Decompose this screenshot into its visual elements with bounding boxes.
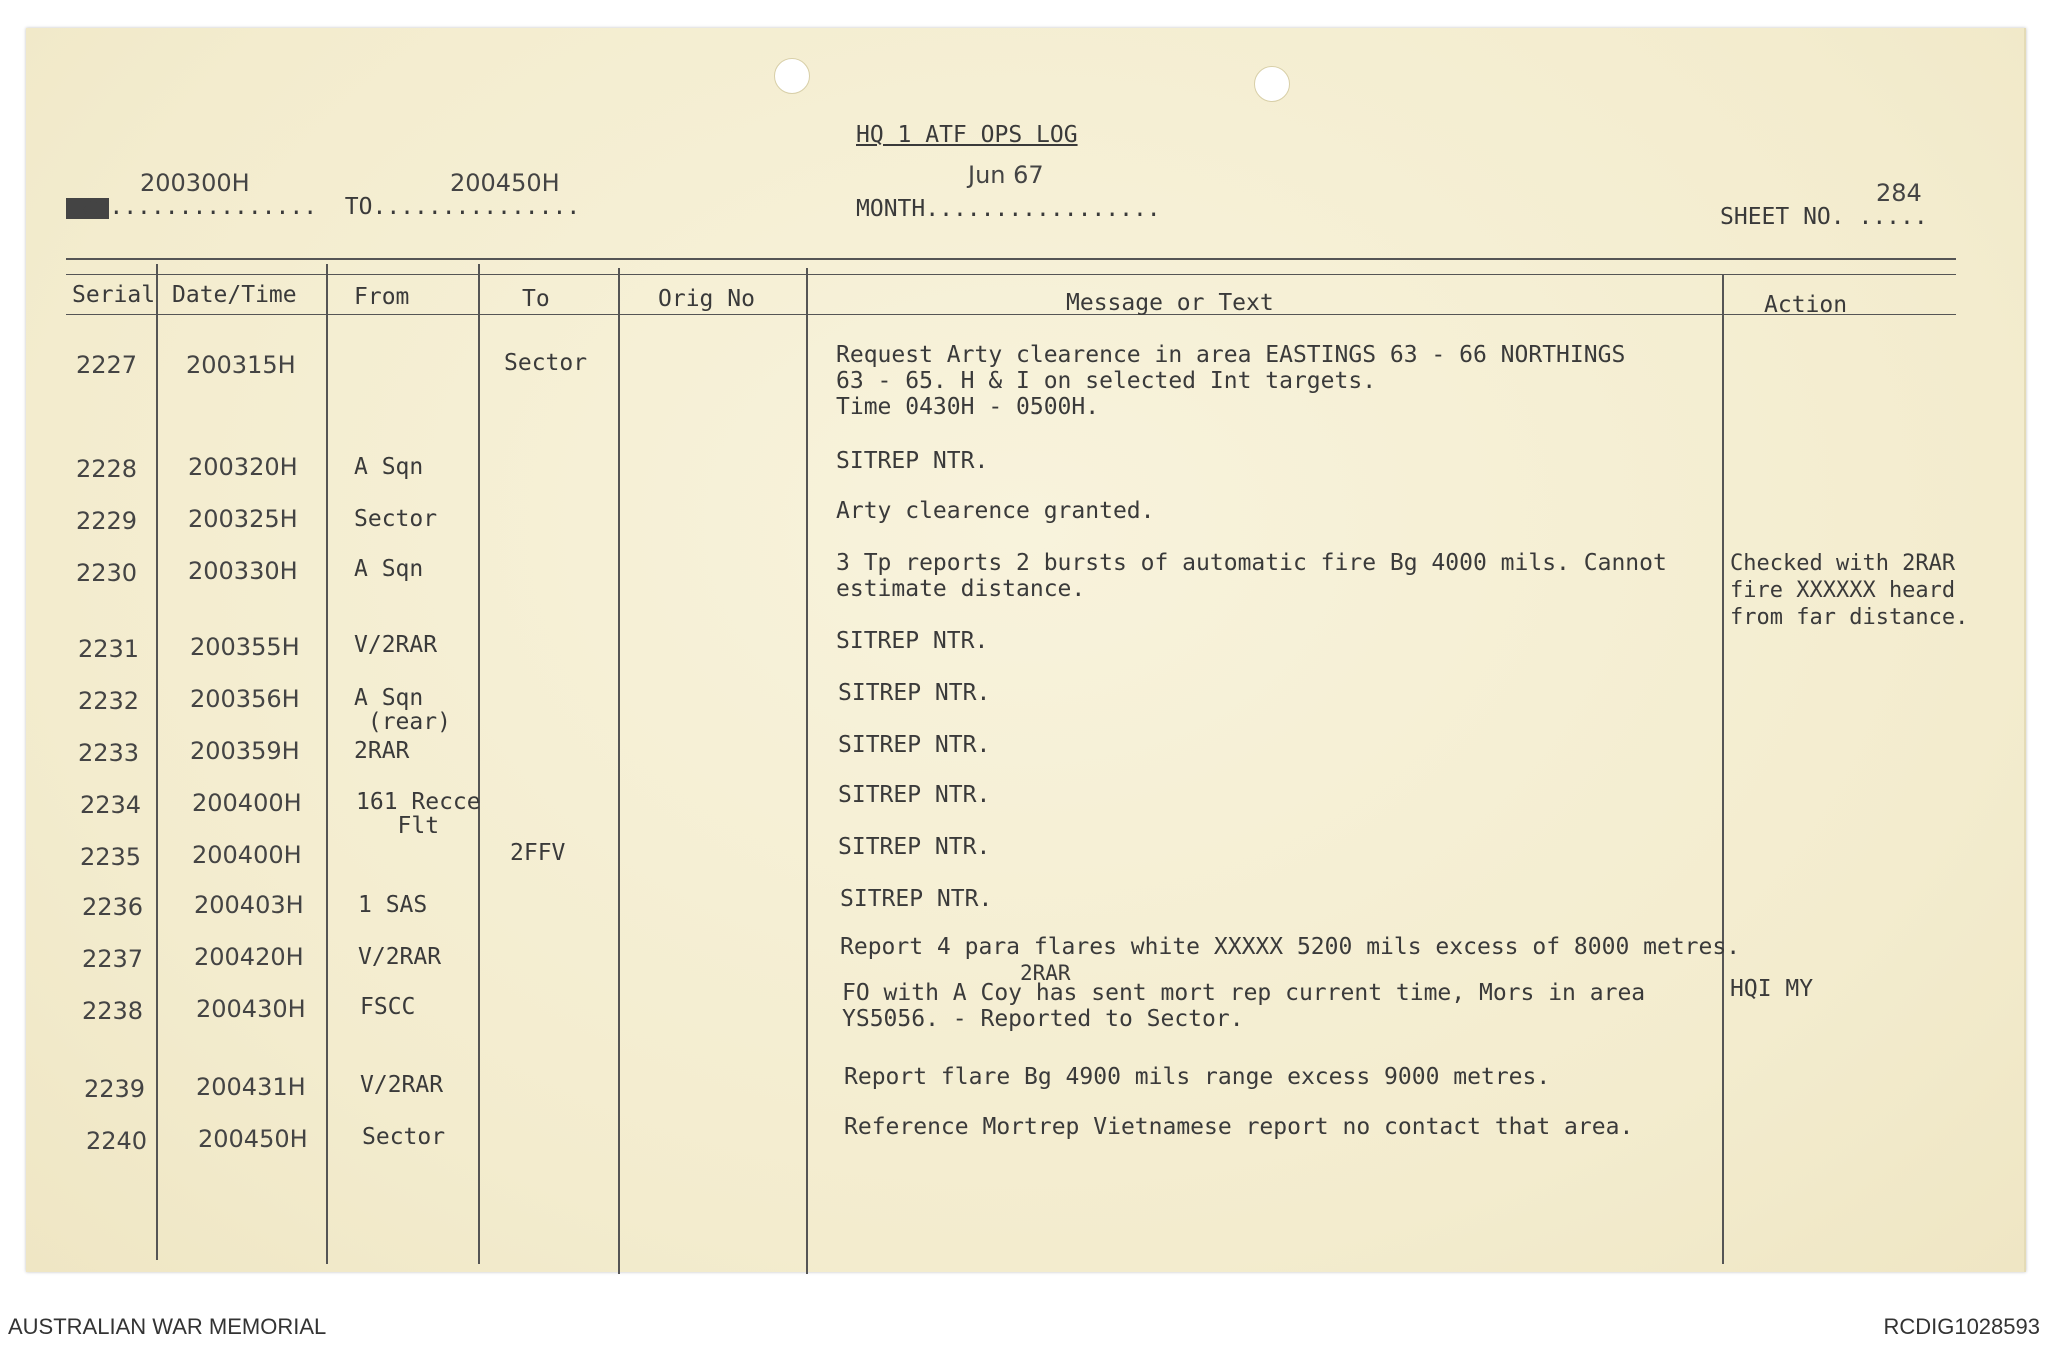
row-message: 3 Tp reports 2 bursts of automatic fire Bg 4000 mils. Cannot estimate distance. xyxy=(836,550,1667,602)
row-serial: 2239 xyxy=(84,1075,146,1103)
col-divider-6 xyxy=(1722,274,1724,1264)
row-message: SITREP NTR. xyxy=(836,628,989,654)
row-from: V/2RAR xyxy=(360,1072,444,1098)
row-serial: 2235 xyxy=(80,843,142,871)
row-message: Request Arty clearence in area EASTINGS 63 - 66 NORTHINGS 63 - 65. H & I on selected Int targets. Time 0430H - 0500H. xyxy=(836,342,1626,420)
from-label: FROM............... TO............... xyxy=(66,194,581,220)
col-header-to: To xyxy=(522,286,550,312)
row-from: FSCC xyxy=(360,994,416,1020)
row-datetime: 200325H xyxy=(188,505,298,533)
row-message: SITREP NTR. xyxy=(838,680,991,706)
col-divider-3 xyxy=(478,264,480,1264)
log-title: HQ 1 ATF OPS LOG xyxy=(856,122,1078,148)
row-from: V/2RAR xyxy=(358,944,442,970)
month-label: MONTH................. xyxy=(856,196,1161,222)
row-to: Sector xyxy=(504,350,588,376)
footer-record-id: RCDIG1028593 xyxy=(1883,1314,2040,1339)
row-to: 2FFV xyxy=(510,840,566,866)
table-top-rule-2 xyxy=(66,274,1956,275)
row-serial: 2233 xyxy=(78,739,140,767)
row-from: V/2RAR xyxy=(354,632,438,658)
row-datetime: 200400H xyxy=(192,841,302,869)
row-datetime: 200431H xyxy=(196,1073,306,1101)
row-datetime: 200403H xyxy=(194,891,304,919)
sheet-label: SHEET NO. ..... xyxy=(1720,204,1928,230)
row-datetime: 200330H xyxy=(188,557,298,585)
row-serial: 2232 xyxy=(78,687,140,715)
month-value: Jun 67 xyxy=(968,161,1044,189)
row-serial: 2227 xyxy=(76,351,138,379)
row-datetime: 200400H xyxy=(192,789,302,817)
col-header-datetime: Date/Time xyxy=(172,282,297,308)
row-datetime: 200420H xyxy=(194,943,304,971)
row-serial: 2228 xyxy=(76,455,138,483)
row-from: A Sqn xyxy=(354,556,424,582)
row-serial: 2236 xyxy=(82,893,144,921)
row-message: SITREP NTR. xyxy=(838,834,991,860)
sheet-value: 284 xyxy=(1876,179,1922,207)
row-from: 1 SAS xyxy=(358,892,428,918)
annotation-2rar: 2RAR xyxy=(1020,961,1071,985)
header-bottom-rule xyxy=(66,314,1956,315)
col-header-serial: Serial xyxy=(72,282,156,308)
row-from: A Sqn xyxy=(354,454,424,480)
row-message: Report 4 para flares white XXXXX 5200 mils excess of 8000 metres. xyxy=(840,934,1741,960)
row-datetime: 200315H xyxy=(186,351,296,379)
row-action: HQI MY xyxy=(1730,976,1814,1002)
row-message: Arty clearence granted. xyxy=(836,498,1155,524)
row-serial: 2237 xyxy=(82,945,144,973)
col-divider-5 xyxy=(806,268,808,1274)
from-value: 200300H xyxy=(140,169,250,197)
row-message: Report flare Bg 4900 mils range excess 9000 metres. xyxy=(844,1064,1551,1090)
col-header-from: From xyxy=(354,284,410,310)
row-datetime: 200430H xyxy=(196,995,306,1023)
table-top-rule xyxy=(66,258,1956,260)
col-header-action: Action xyxy=(1764,292,1848,318)
col-header-orig-no: Orig No xyxy=(658,286,755,312)
row-serial: 2229 xyxy=(76,507,138,535)
row-datetime: 200450H xyxy=(198,1125,308,1153)
row-message: SITREP NTR. xyxy=(838,732,991,758)
row-datetime: 200359H xyxy=(190,737,300,765)
row-datetime: 200355H xyxy=(190,633,300,661)
row-from: A Sqn (rear) xyxy=(354,685,451,735)
row-serial: 2234 xyxy=(80,791,142,819)
row-message: SITREP NTR. xyxy=(836,448,989,474)
row-from: 161 Recce Flt xyxy=(356,789,481,839)
row-serial: 2231 xyxy=(78,635,140,663)
row-serial: 2240 xyxy=(86,1127,148,1155)
row-serial: 2230 xyxy=(76,559,138,587)
to-value: 200450H xyxy=(450,169,560,197)
row-from: Sector xyxy=(362,1124,446,1150)
row-message: SITREP NTR. xyxy=(838,782,991,808)
row-from: 2RAR xyxy=(354,738,410,764)
footer-credit: AUSTRALIAN WAR MEMORIAL xyxy=(8,1314,327,1339)
col-header-message: Message or Text xyxy=(1066,290,1274,316)
col-divider-4 xyxy=(618,268,620,1274)
row-action: Checked with 2RAR fire XXXXXX heard from far distance. xyxy=(1730,551,1969,630)
row-datetime: 200356H xyxy=(190,685,300,713)
row-serial: 2238 xyxy=(82,997,144,1025)
row-message: Reference Mortrep Vietnamese report no contact that area. xyxy=(844,1114,1634,1140)
row-datetime: 200320H xyxy=(188,453,298,481)
row-message: FO with A Coy has sent mort rep current time, Mors in area YS5056. - Reported to Sector. xyxy=(842,980,1646,1032)
row-message: SITREP NTR. xyxy=(840,886,993,912)
col-divider-2 xyxy=(326,264,328,1264)
col-divider-1 xyxy=(156,264,158,1260)
punch-hole-left xyxy=(774,58,810,94)
punch-hole-right xyxy=(1254,66,1290,102)
row-from: Sector xyxy=(354,506,438,532)
